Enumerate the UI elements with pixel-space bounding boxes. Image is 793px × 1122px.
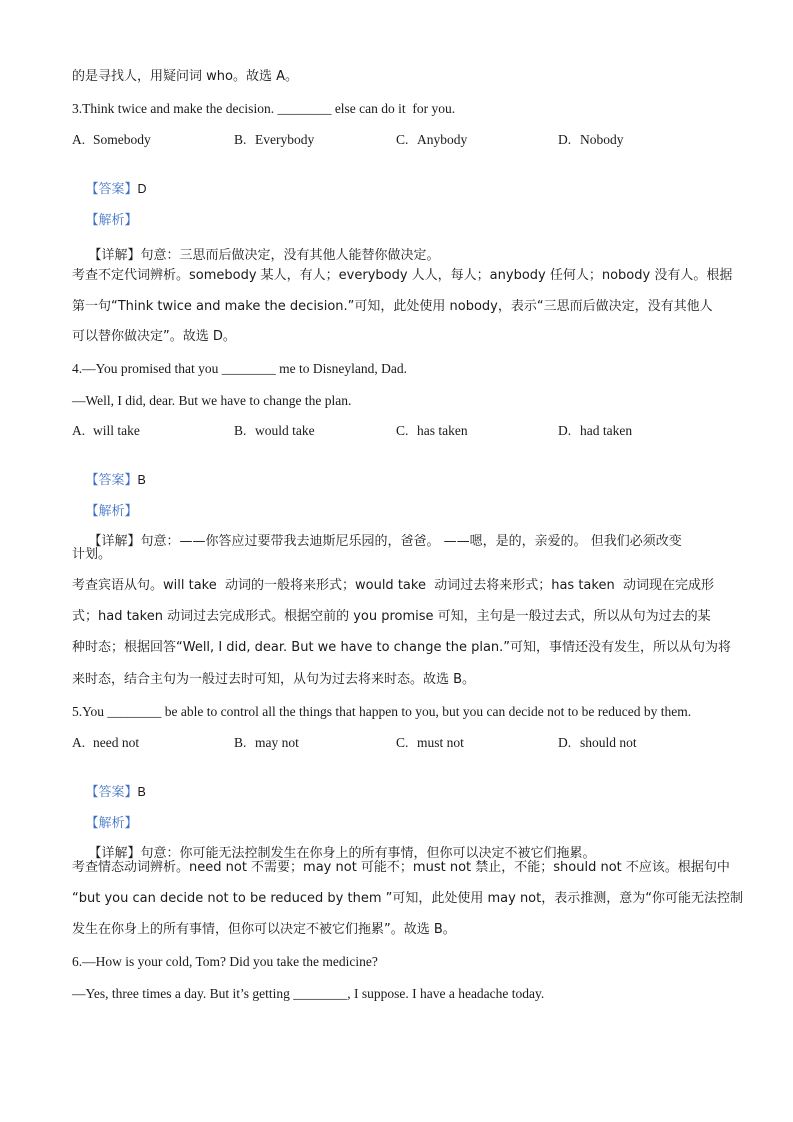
option-letter-b: B. [234, 423, 247, 438]
option-d: had taken [580, 423, 633, 438]
option-d: Nobody [580, 132, 624, 147]
question-4-response: —Well, I did, dear. But we have to change the plan. [72, 393, 352, 408]
detail-tag: 【详解】 [88, 534, 141, 549]
explanation-line: 来时态，结合主句为一般过去时可知，从句为过去将来时态。故选 B。 [72, 672, 476, 687]
option-c: has taken [417, 423, 468, 438]
option-letter-c: C. [396, 735, 409, 750]
option-d: should not [580, 735, 637, 750]
option-b: Everybody [255, 132, 315, 147]
explanation-line: 考查宾语从句。will take 动词的一般将来形式；would take 动词过去将来形式；has taken 动词现在完成形 [72, 578, 714, 593]
option-b: may not [255, 735, 299, 750]
answer-value: B [137, 473, 146, 487]
option-c: must not [417, 735, 464, 750]
analysis-tag: 【解析】 [85, 816, 138, 831]
explanation-line: 可以替你做决定”。故选 D。 [72, 329, 236, 344]
explanation-line: 发生在你身上的所有事情，但你可以决定不被它们拖累”。故选 B。 [72, 922, 456, 937]
answer-tag: 【答案】 [85, 473, 138, 488]
question-4: 4.—You promised that you ________ me to Disneyland, Dad. [72, 361, 407, 376]
detail-text: 句意：你可能无法控制发生在你身上的所有事情，但你可以决定不被它们拖累。 [140, 846, 596, 861]
option-b: would take [255, 423, 315, 438]
question-3: 3.Think twice and make the decision. ________ else can do it for you. [72, 101, 456, 116]
option-letter-d: D. [558, 735, 572, 750]
explanation-line: 种时态；根据回答“Well, I did, dear. But we have to change the plan.”可知，事情还没有发生，所以从句为将 [72, 640, 732, 655]
option-a: need not [93, 735, 140, 750]
option-a: Somebody [93, 132, 151, 147]
option-a: will take [93, 423, 140, 438]
option-letter-d: D. [558, 423, 572, 438]
answer-value: B [137, 785, 146, 799]
option-letter-a: A. [72, 132, 86, 147]
explanation-line: “but you can decide not to be reduced by them ”可知，此处使用 may not，表示推测，意为“你可能无法控制 [72, 891, 743, 906]
option-c: Anybody [417, 132, 468, 147]
answer-value: D [137, 182, 147, 196]
explanation-line: 考查情态动词辨析。need not 不需要；may not 可能不；must not 禁止，不能；should not 不应该。根据句中 [72, 860, 730, 875]
detail-text: 句意：——你答应过要带我去迪斯尼乐园的，爸爸。 ——嗯，是的，亲爱的。 但我们必须改变 [140, 534, 682, 549]
answer-tag: 【答案】 [85, 785, 138, 800]
answer-tag: 【答案】 [85, 182, 138, 197]
option-letter-c: C. [396, 132, 409, 147]
detail-line [72, 515, 682, 569]
detail-tag: 【详解】 [88, 248, 141, 263]
option-letter-d: D. [558, 132, 572, 147]
question-6: 6.—How is your cold, Tom? Did you take the medicine? [72, 954, 378, 969]
question-6-response: —Yes, three times a day. But it’s getting ________, I suppose. I have a headache today. [72, 986, 545, 1001]
option-letter-a: A. [72, 423, 86, 438]
detail-text: 句意：三思而后做决定，没有其他人能替你做决定。 [140, 248, 440, 263]
explanation-line: 第一句“Think twice and make the decision.”可知，此处使用 nobody，表示“三思而后做决定，没有其他人 [72, 299, 713, 314]
option-letter-b: B. [234, 735, 247, 750]
analysis-tag: 【解析】 [85, 504, 138, 519]
detail-line: 计划。 [72, 547, 112, 562]
explanation-line: 式；had taken 动词过去完成形式。根据空前的 you promise 可知，主句是一般过去式，所以从句为过去的某 [72, 609, 711, 624]
option-letter-b: B. [234, 132, 247, 147]
question-5: 5.You ________ be able to control all the things that happen to you, but you can decide not to be reduced by them. [72, 704, 692, 719]
option-letter-c: C. [396, 423, 409, 438]
option-letter-a: A. [72, 735, 86, 750]
explanation-line: 考查不定代词辨析。somebody 某人，有人；everybody 人人，每人；anybody 任何人；nobody 没有人。根据 [72, 268, 733, 283]
text-line: 的是寻找人，用疑问词 who。故选 A。 [72, 69, 298, 84]
detail-tag: 【详解】 [88, 846, 141, 861]
analysis-tag: 【解析】 [85, 213, 138, 228]
